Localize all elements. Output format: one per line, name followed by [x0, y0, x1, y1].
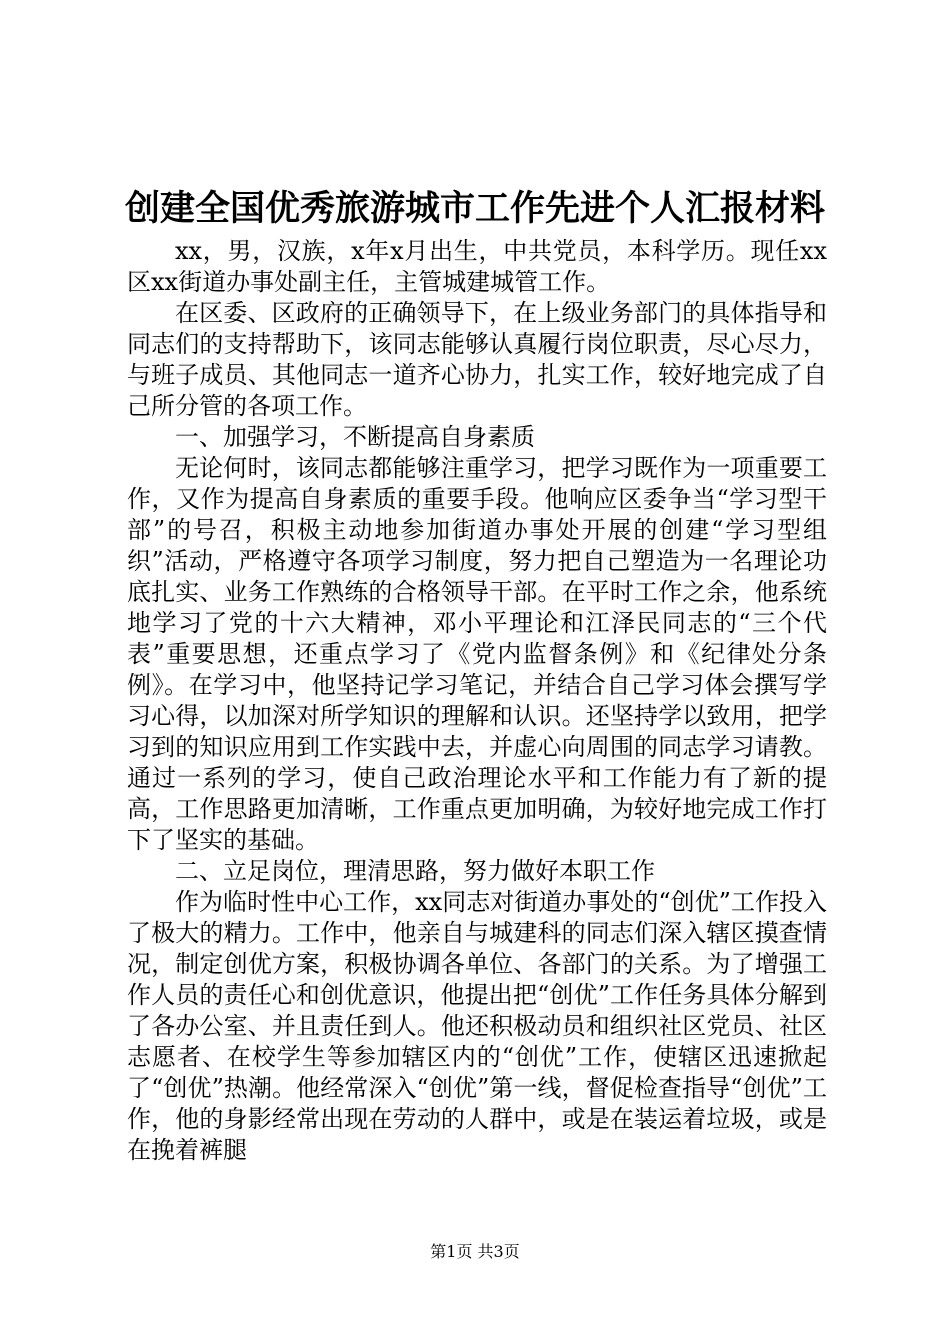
page-footer: 第1页 共3页	[430, 1242, 520, 1261]
section-heading-1: 一、加强学习，不断提高自身素质	[175, 423, 535, 451]
paragraph-study: 无论何时，该同志都能够注重学习，把学习既作为一项重要工作，又作为提高自身素质的重要手段。他响应区委争当“学习型干部”的号召，积极主动地参加街道办事处开展的创建“学习型组织”活动，严格遵守各项学习制度，努力把自己塑造为一名理论功底扎实、业务工作熟练的合格领导干部。在平时工作之余，他系统地学习了党的十六大精神，邓小平理论和江泽民同志的“三个代表”重要思想，还重点学习了《党内监督条例》和《纪律处分条例》。在学习中，他坚持记学习笔记，并结合自己学习体会撰写学习心得，以加深对所学知识的理解和认识。还坚持学以致用，把学习到的知识应用到工作实践中去，并虚心向周围的同志学习请教。通过一系列的学习，使自己政治理论水平和工作能力有了新的提高，工作思路更加清晰，工作重点更加明确，为较好地完成工作打下了坚实的基础。	[127, 454, 827, 854]
section-heading-2: 二、立足岗位，理清思路，努力做好本职工作	[175, 857, 655, 885]
paragraph-work: 作为临时性中心工作，xx同志对街道办事处的“创优”工作投入了极大的精力。工作中，他亲自与城建科的同志们深入辖区摸查情况，制定创优方案，积极协调各单位、各部门的关系。为了增强工作人员的责任心和创优意识，他提出把“创优”工作任务具体分解到了各办公室、并且责任到人。他还积极动员和组织社区党员、社区志愿者、在校学生等参加辖区内的“创优”工作，使辖区迅速掀起了“创优”热潮。他经常深入“创优”第一线，督促检查指导“创优”工作，他的身影经常出现在劳动的人群中，或是在装运着垃圾，或是在挽着裤腿	[127, 888, 827, 1164]
paragraph-intro: xx，男，汉族，x年x月出生，中共党员，本科学历。现任xx区xx街道办事处副主任，主管城建城管工作。	[127, 237, 827, 296]
paragraph-summary: 在区委、区政府的正确领导下，在上级业务部门的具体指导和同志们的支持帮助下，该同志能够认真履行岗位职责，尽心尽力，与班子成员、其他同志一道齐心协力，扎实工作，较好地完成了自己所分管的各项工作。	[127, 299, 827, 420]
document-body	[127, 236, 827, 1166]
document-title: 创建全国优秀旅游城市工作先进个人汇报材料	[124, 188, 825, 229]
